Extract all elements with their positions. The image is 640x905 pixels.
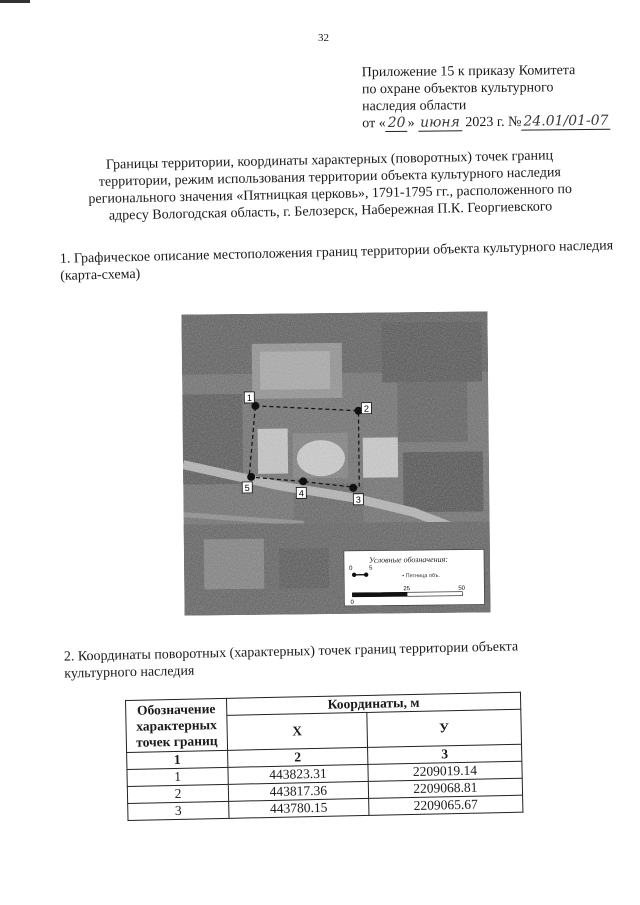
date-prefix: от « — [362, 116, 386, 132]
coord-y: 2209065.67 — [368, 795, 522, 815]
header-coordinates: Координаты, м — [226, 692, 520, 715]
section-2-heading: 2. Координаты поворотных (характерных) точек границ территории объекта культурного наследия — [63, 639, 519, 682]
point-id: 2 — [127, 784, 228, 803]
scale-tick-0: 0 — [350, 599, 354, 606]
legend-mini-0: 0 — [349, 565, 353, 572]
legend-mini-5: 5 — [369, 565, 373, 572]
date-month: июня — [418, 114, 462, 131]
coord-x: 443780.15 — [229, 798, 369, 818]
appendix-line-2: по охране объектов культурного — [361, 80, 554, 98]
legend-item: • Пятница объ. — [402, 572, 440, 580]
header-point-label: Обозначение характерных точек границ — [126, 698, 228, 752]
date-year: 2023 г. № — [465, 114, 522, 131]
scale-tick-25: 25 — [403, 586, 411, 593]
appendix-line-3: наследия области — [362, 98, 467, 115]
map-legend — [344, 549, 485, 605]
index-cell-3: 3 — [367, 744, 521, 764]
point-label-4: 4 — [298, 488, 304, 499]
order-number: 24.01/01-07 — [521, 113, 610, 131]
header-x: X — [227, 712, 368, 750]
site-map — [181, 311, 490, 615]
scale-tick-50: 50 — [458, 585, 466, 592]
header-y: У — [367, 709, 522, 747]
point-label-1: 1 — [246, 392, 252, 403]
appendix-date-line — [362, 113, 610, 133]
scan-corner-mark — [0, 0, 30, 3]
aerial-map-image — [181, 311, 490, 615]
legend-title: Условные обозначения: — [368, 554, 449, 565]
coord-y: 2209068.81 — [368, 778, 522, 798]
point-id: 1 — [127, 767, 228, 786]
point-label-3: 3 — [355, 494, 361, 505]
coord-x: 443817.36 — [228, 781, 368, 801]
coordinates-table — [125, 692, 523, 821]
appendix-line-1: Приложение 15 к приказу Комитета — [361, 63, 576, 81]
document-title: Границы территории, координаты характерных (поворотных) точек границ территории, режим использования территории объекта культурного наследия регионального значения «Пятницкая церковь», 1791-1795 гг., расположенного по адресу Вологодская область, г. Белозерск, Набережная П.К. Георгиевского — [88, 148, 573, 224]
coord-x: 443823.31 — [228, 764, 368, 784]
date-mid: » — [407, 115, 415, 131]
point-label-5: 5 — [244, 482, 250, 493]
section-1-heading: 1. Графическое описание местоположения границ территории объекта культурного наследия (карта-схема) — [59, 238, 614, 284]
coord-y: 2209019.14 — [368, 761, 522, 781]
date-day: 20 — [386, 115, 408, 132]
appendix-header — [362, 62, 611, 133]
point-id: 3 — [128, 801, 229, 820]
point-label-2: 2 — [363, 403, 369, 414]
index-cell-1: 1 — [127, 750, 228, 769]
index-cell-2: 2 — [228, 747, 368, 767]
page-number: 32 — [318, 32, 329, 44]
